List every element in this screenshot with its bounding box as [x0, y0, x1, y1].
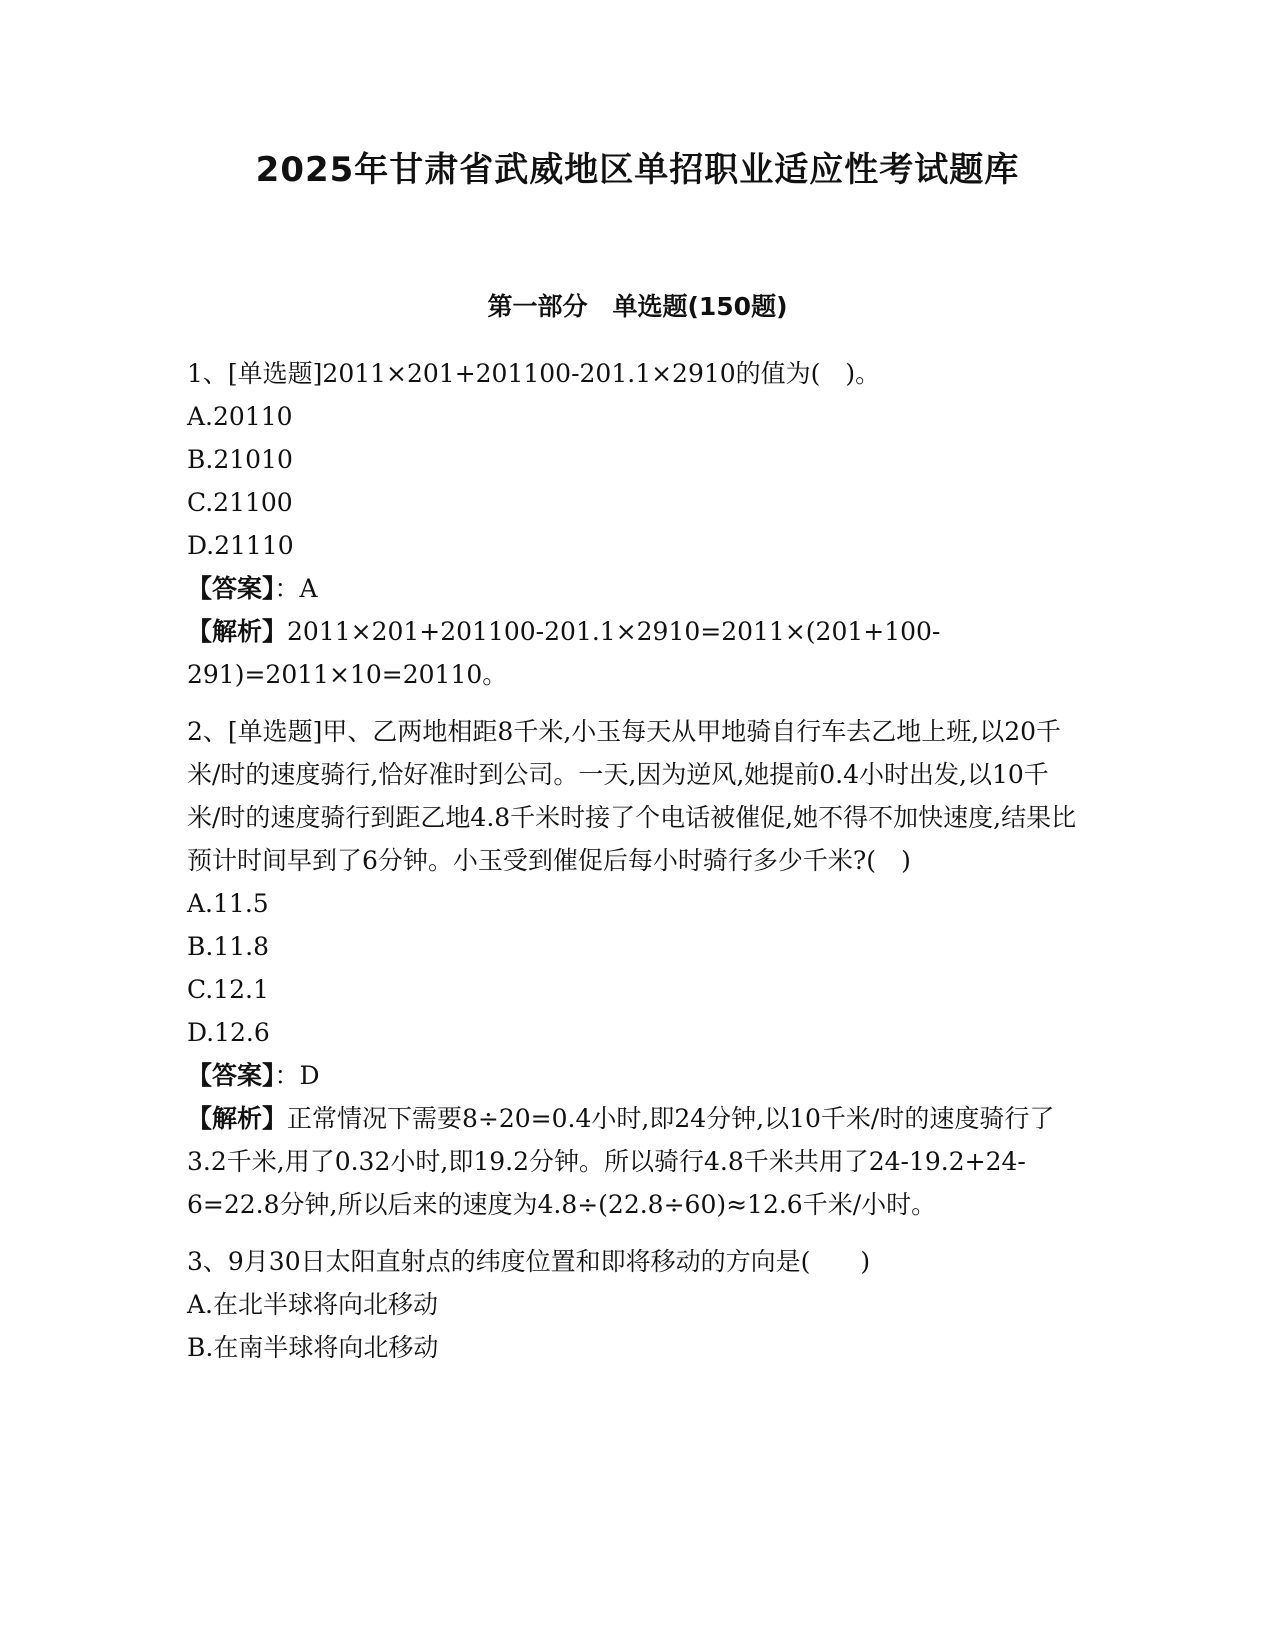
option-b: B.21010 [187, 445, 293, 474]
analysis-line [187, 1097, 1077, 1226]
document-title: 2025年甘肃省武威地区单招职业适应性考试题库 [255, 150, 1020, 190]
analysis-label: 【解析】 [187, 1104, 288, 1133]
option-a: A.11.5 [187, 889, 269, 918]
option-d: D.12.6 [187, 1018, 270, 1047]
option-a: A.在北半球将向北移动 [187, 1290, 439, 1319]
analysis-label: 【解析】 [187, 617, 288, 646]
question-3 [187, 1240, 1077, 1369]
question-2 [187, 710, 1077, 1226]
option-b: B.11.8 [187, 932, 269, 961]
option-b: B.在南半球将向北移动 [187, 1333, 439, 1362]
section-title: 第一部分 单选题(150题) [487, 292, 788, 321]
answer-value: ：A [274, 574, 318, 603]
answer-line [187, 567, 1077, 610]
answer-label: 【答案】 [187, 574, 275, 603]
answer-line [187, 1054, 1077, 1097]
analysis-text: 正常情况下需要8÷20=0.4小时,即24分钟,以10千米/时的速度骑行了3.2千米,用了0.32小时,即19.2分钟。所以骑行4.8千米共用了24-19.2+24-6=22.8分钟,所以后来的速度为4.8÷(22.8÷60)≈12.6千米/小时。 [187, 1104, 1055, 1219]
question-list [187, 352, 1077, 1383]
question-stem: 1、[单选题]2011×201+201100-201.1×2910的值为( )。 [187, 359, 881, 388]
option-d: D.21110 [187, 531, 294, 560]
option-c: C.21100 [187, 488, 293, 517]
question-1 [187, 352, 1077, 696]
answer-value: ：D [274, 1061, 320, 1090]
question-stem: 3、9月30日太阳直射点的纬度位置和即将移动的方向是( ) [187, 1247, 871, 1276]
analysis-line [187, 610, 1077, 696]
analysis-text: 2011×201+201100-201.1×2910=2011×(201+100-291)=2011×10=20110。 [187, 617, 941, 689]
option-a: A.20110 [187, 402, 293, 431]
answer-label: 【答案】 [187, 1061, 275, 1090]
option-c: C.12.1 [187, 975, 269, 1004]
question-stem: 2、[单选题]甲、乙两地相距8千米,小玉每天从甲地骑自行车去乙地上班,以20千米/时的速度骑行,恰好准时到公司。一天,因为逆风,她提前0.4小时出发,以10千米/时的速度骑行到距乙地4.8千米时接了个电话被催促,她不得不加快速度,结果比预计时间早到了6分钟。小玉受到催促后每小时骑行多少千米?( ) [187, 717, 1077, 875]
